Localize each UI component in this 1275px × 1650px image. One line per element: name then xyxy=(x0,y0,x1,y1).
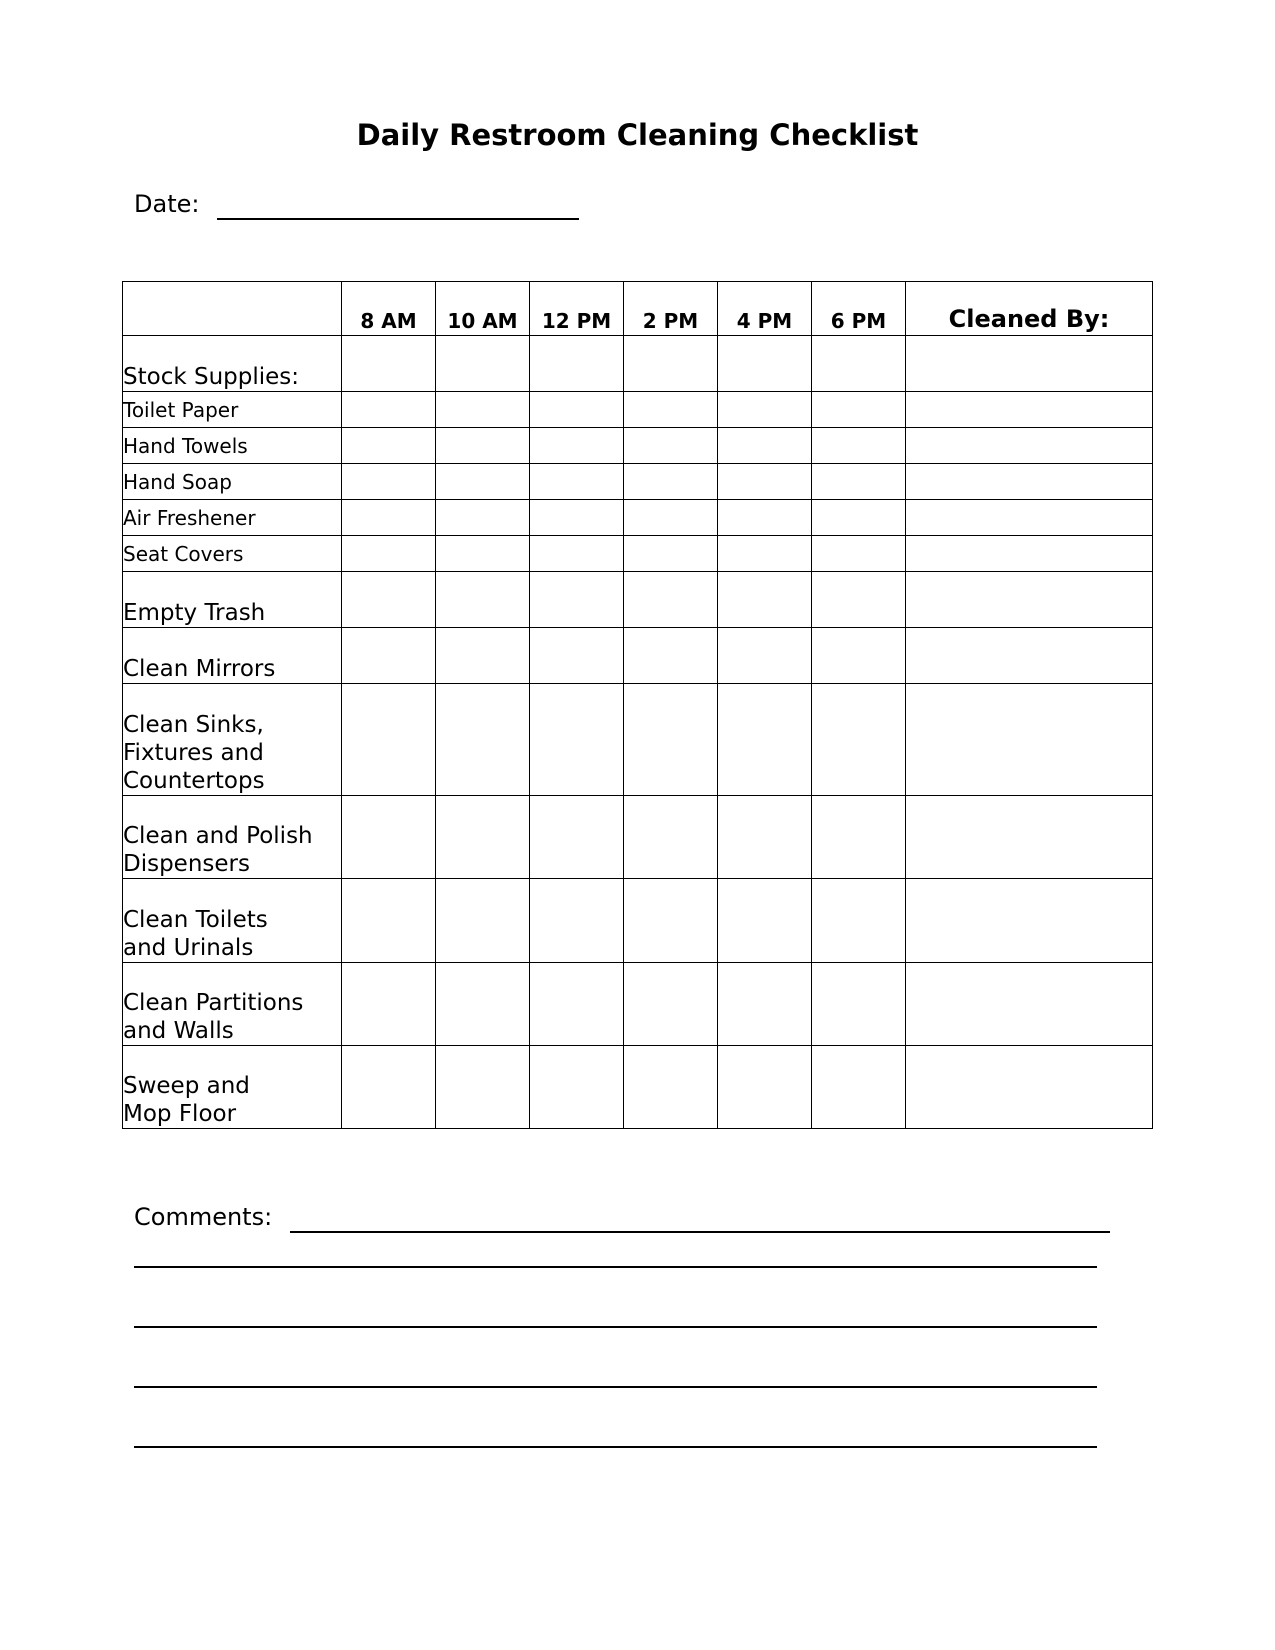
task-label: Clean Mirrors xyxy=(123,628,342,684)
check-cell-4pm[interactable] xyxy=(718,500,812,536)
check-cell-6pm[interactable] xyxy=(812,536,906,572)
check-cell-2pm[interactable] xyxy=(624,796,718,879)
check-cell-4pm[interactable] xyxy=(718,428,812,464)
cleaned-by-cell[interactable] xyxy=(906,500,1153,536)
page-title: Daily Restroom Cleaning Checklist xyxy=(356,118,919,152)
check-cell-6pm[interactable] xyxy=(812,500,906,536)
check-cell-4pm[interactable] xyxy=(718,572,812,628)
check-cell-2pm[interactable] xyxy=(624,572,718,628)
comments-label: Comments: xyxy=(134,1203,273,1231)
comments-blank-line[interactable] xyxy=(290,1203,1110,1233)
table-row xyxy=(123,572,1153,628)
check-cell-4pm[interactable] xyxy=(718,336,812,392)
cleaned-by-cell[interactable] xyxy=(906,536,1153,572)
check-cell-10am[interactable] xyxy=(436,336,530,392)
checklist-table xyxy=(122,281,1153,1129)
table-row xyxy=(123,879,1153,963)
check-cell-10am[interactable] xyxy=(436,963,530,1046)
task-label: Empty Trash xyxy=(123,572,342,628)
check-cell-12pm[interactable] xyxy=(530,684,624,796)
header-row xyxy=(123,282,1153,336)
check-cell-10am[interactable] xyxy=(436,500,530,536)
check-cell-2pm[interactable] xyxy=(624,392,718,428)
check-cell-2pm[interactable] xyxy=(624,464,718,500)
cleaned-by-cell[interactable] xyxy=(906,392,1153,428)
check-cell-6pm[interactable] xyxy=(812,684,906,796)
check-cell-8am[interactable] xyxy=(342,536,436,572)
check-cell-12pm[interactable] xyxy=(530,879,624,963)
check-cell-6pm[interactable] xyxy=(812,392,906,428)
header-cell-6pm: 6 PM xyxy=(812,282,906,336)
cleaned-by-cell[interactable] xyxy=(906,336,1153,392)
cleaned-by-cell[interactable] xyxy=(906,684,1153,796)
check-cell-4pm[interactable] xyxy=(718,684,812,796)
comment-line[interactable] xyxy=(134,1326,1097,1328)
cleaned-by-cell[interactable] xyxy=(906,963,1153,1046)
check-cell-8am[interactable] xyxy=(342,628,436,684)
check-cell-2pm[interactable] xyxy=(624,500,718,536)
check-cell-2pm[interactable] xyxy=(624,963,718,1046)
task-label: Sweep and Mop Floor xyxy=(123,1046,342,1129)
header-cell-12pm: 12 PM xyxy=(530,282,624,336)
check-cell-4pm[interactable] xyxy=(718,536,812,572)
check-cell-10am[interactable] xyxy=(436,1046,530,1129)
check-cell-4pm[interactable] xyxy=(718,464,812,500)
check-cell-4pm[interactable] xyxy=(718,963,812,1046)
comment-line[interactable] xyxy=(134,1386,1097,1388)
check-cell-12pm[interactable] xyxy=(530,572,624,628)
table-row xyxy=(123,500,1153,536)
table-row xyxy=(123,392,1153,428)
check-cell-10am[interactable] xyxy=(436,572,530,628)
cleaned-by-cell[interactable] xyxy=(906,628,1153,684)
check-cell-10am[interactable] xyxy=(436,536,530,572)
check-cell-8am[interactable] xyxy=(342,963,436,1046)
check-cell-4pm[interactable] xyxy=(718,1046,812,1129)
task-label: Clean Sinks, Fixtures and Countertops xyxy=(123,684,342,796)
header-cell-2pm: 2 PM xyxy=(624,282,718,336)
task-label: Toilet Paper xyxy=(123,392,342,428)
cleaned-by-cell[interactable] xyxy=(906,796,1153,879)
check-cell-4pm[interactable] xyxy=(718,796,812,879)
check-cell-2pm[interactable] xyxy=(624,684,718,796)
cleaned-by-cell[interactable] xyxy=(906,1046,1153,1129)
table-row xyxy=(123,684,1153,796)
check-cell-12pm[interactable] xyxy=(530,464,624,500)
check-cell-12pm[interactable] xyxy=(530,796,624,879)
check-cell-8am[interactable] xyxy=(342,879,436,963)
check-cell-10am[interactable] xyxy=(436,428,530,464)
task-label: Clean Partitions and Walls xyxy=(123,963,342,1046)
task-label: Clean Toilets and Urinals xyxy=(123,879,342,963)
check-cell-8am[interactable] xyxy=(342,428,436,464)
check-cell-6pm[interactable] xyxy=(812,572,906,628)
check-cell-2pm[interactable] xyxy=(624,1046,718,1129)
check-cell-6pm[interactable] xyxy=(812,464,906,500)
check-cell-12pm[interactable] xyxy=(530,536,624,572)
table-row xyxy=(123,963,1153,1046)
check-cell-6pm[interactable] xyxy=(812,1046,906,1129)
date-field[interactable] xyxy=(134,190,579,220)
check-cell-6pm[interactable] xyxy=(812,628,906,684)
check-cell-8am[interactable] xyxy=(342,392,436,428)
comment-line[interactable] xyxy=(134,1266,1097,1268)
check-cell-10am[interactable] xyxy=(436,684,530,796)
check-cell-6pm[interactable] xyxy=(812,336,906,392)
check-cell-10am[interactable] xyxy=(436,392,530,428)
check-cell-12pm[interactable] xyxy=(530,428,624,464)
date-label: Date: xyxy=(134,190,200,218)
check-cell-12pm[interactable] xyxy=(530,1046,624,1129)
check-cell-12pm[interactable] xyxy=(530,500,624,536)
table-row xyxy=(123,536,1153,572)
cleaned-by-cell[interactable] xyxy=(906,428,1153,464)
check-cell-6pm[interactable] xyxy=(812,963,906,1046)
header-cell-10am: 10 AM xyxy=(436,282,530,336)
task-label: Air Freshener xyxy=(123,500,342,536)
table-row xyxy=(123,464,1153,500)
task-label: Stock Supplies: xyxy=(123,336,342,392)
check-cell-8am[interactable] xyxy=(342,500,436,536)
check-cell-10am[interactable] xyxy=(436,628,530,684)
table-row xyxy=(123,796,1153,879)
table-row xyxy=(123,628,1153,684)
check-cell-2pm[interactable] xyxy=(624,536,718,572)
task-label: Clean and Polish Dispensers xyxy=(123,796,342,879)
check-cell-12pm[interactable] xyxy=(530,628,624,684)
header-cell-8am: 8 AM xyxy=(342,282,436,336)
check-cell-8am[interactable] xyxy=(342,336,436,392)
check-cell-6pm[interactable] xyxy=(812,796,906,879)
check-cell-4pm[interactable] xyxy=(718,628,812,684)
check-cell-2pm[interactable] xyxy=(624,879,718,963)
check-cell-12pm[interactable] xyxy=(530,336,624,392)
comment-line[interactable] xyxy=(134,1446,1097,1448)
table-row xyxy=(123,428,1153,464)
check-cell-2pm[interactable] xyxy=(624,428,718,464)
check-cell-4pm[interactable] xyxy=(718,879,812,963)
cleaned-by-cell[interactable] xyxy=(906,879,1153,963)
check-cell-10am[interactable] xyxy=(436,796,530,879)
cleaned-by-cell[interactable] xyxy=(906,464,1153,500)
header-cell-4pm: 4 PM xyxy=(718,282,812,336)
task-label: Hand Soap xyxy=(123,464,342,500)
check-cell-6pm[interactable] xyxy=(812,879,906,963)
check-cell-8am[interactable] xyxy=(342,572,436,628)
table-row xyxy=(123,1046,1153,1129)
check-cell-10am[interactable] xyxy=(436,879,530,963)
check-cell-8am[interactable] xyxy=(342,464,436,500)
check-cell-12pm[interactable] xyxy=(530,392,624,428)
check-cell-8am[interactable] xyxy=(342,796,436,879)
check-cell-6pm[interactable] xyxy=(812,428,906,464)
check-cell-8am[interactable] xyxy=(342,684,436,796)
check-cell-4pm[interactable] xyxy=(718,392,812,428)
check-cell-2pm[interactable] xyxy=(624,628,718,684)
table-row xyxy=(123,336,1153,392)
task-label: Hand Towels xyxy=(123,428,342,464)
cleaned-by-cell[interactable] xyxy=(906,572,1153,628)
comments-field[interactable] xyxy=(134,1203,1110,1233)
check-cell-12pm[interactable] xyxy=(530,963,624,1046)
check-cell-8am[interactable] xyxy=(342,1046,436,1129)
header-cell-cleaned-by: Cleaned By: xyxy=(906,282,1153,336)
date-blank-line[interactable] xyxy=(217,190,579,220)
check-cell-10am[interactable] xyxy=(436,464,530,500)
check-cell-2pm[interactable] xyxy=(624,336,718,392)
task-label: Seat Covers xyxy=(123,536,342,572)
header-cell-task xyxy=(123,282,342,336)
